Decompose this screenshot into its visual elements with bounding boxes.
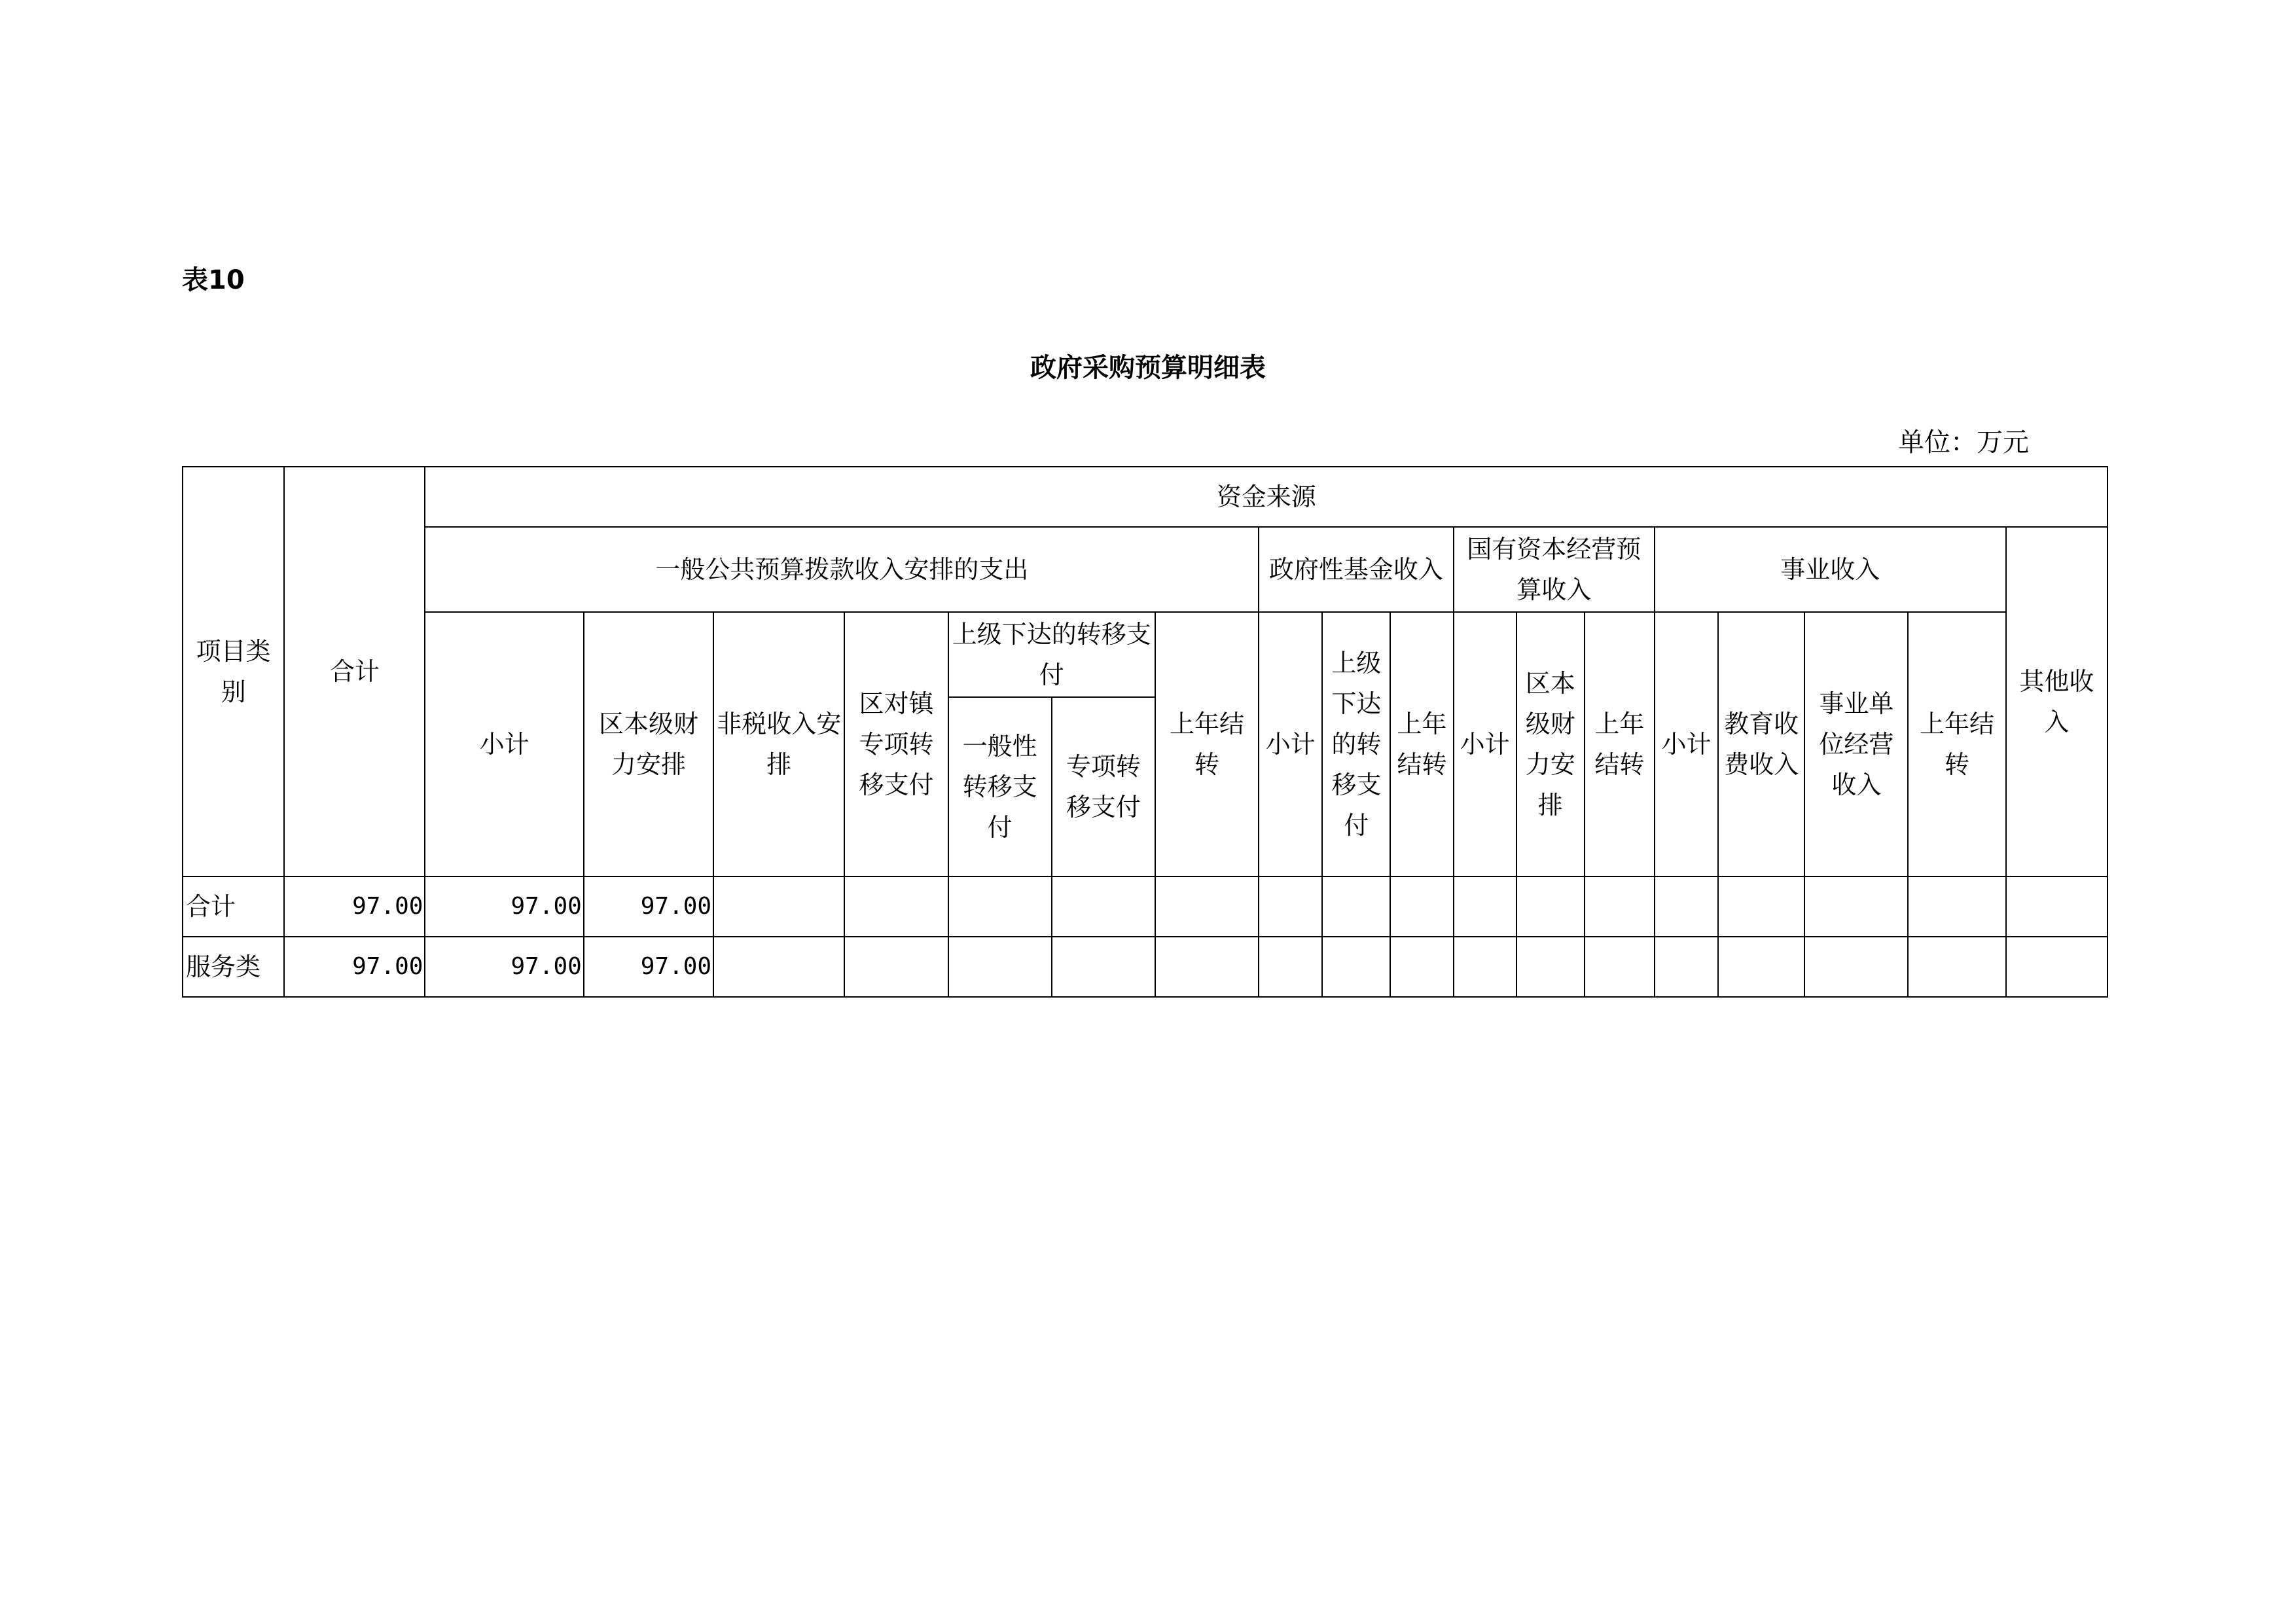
header-general-public-budget: 一般公共预算拨款收入安排的支出: [425, 527, 1259, 612]
row-category: 服务类: [183, 937, 284, 997]
row-total: 97.00: [284, 876, 425, 937]
header-gp-town-transfer: 区对镇专项转移支付: [844, 612, 948, 876]
header-bi-subtotal: 小计: [1655, 612, 1718, 876]
header-gp-nontax: 非税收入安排: [713, 612, 844, 876]
header-bi-unit-operations: 事业单位经营收入: [1804, 612, 1908, 876]
header-gf-subtotal: 小计: [1259, 612, 1322, 876]
row-gp-subtotal: 97.00: [425, 937, 583, 997]
header-total: 合计: [284, 467, 425, 876]
header-gp-upper-transfer: 上级下达的转移支付: [948, 612, 1155, 697]
header-gf-upper-transfer: 上级下达的转移支付: [1322, 612, 1390, 876]
row-gp-district: 97.00: [584, 937, 713, 997]
header-gov-fund: 政府性基金收入: [1259, 527, 1453, 612]
header-bi-education-fees: 教育收费收入: [1718, 612, 1804, 876]
table-number: 表10: [182, 265, 245, 295]
header-gf-carryover: 上年结转: [1390, 612, 1453, 876]
header-gp-subtotal: 小计: [425, 612, 583, 876]
page-title: 政府采购预算明细表: [1030, 353, 1266, 383]
header-state-capital: 国有资本经营预算收入: [1454, 527, 1655, 612]
row-total: 97.00: [284, 937, 425, 997]
header-business-income: 事业收入: [1655, 527, 2006, 612]
header-bi-carryover: 上年结转: [1908, 612, 2005, 876]
header-item-category: 项目类别: [183, 467, 284, 876]
header-gp-district: 区本级财力安排: [584, 612, 713, 876]
unit-label: 单位：万元: [1898, 427, 2029, 458]
header-fund-source: 资金来源: [425, 467, 2108, 527]
header-gp-upper-special: 专项转移支付: [1052, 697, 1155, 876]
header-gp-upper-general: 一般性转移支付: [948, 697, 1052, 876]
row-gp-district: 97.00: [584, 876, 713, 937]
table-row: [183, 937, 2108, 997]
header-sc-subtotal: 小计: [1454, 612, 1516, 876]
header-sc-district: 区本级财力安排: [1516, 612, 1585, 876]
header-other-income: 其他收入: [2006, 527, 2108, 876]
table-row: [183, 876, 2108, 937]
header-sc-carryover: 上年结转: [1585, 612, 1655, 876]
procurement-budget-table: [182, 466, 2108, 998]
row-gp-subtotal: 97.00: [425, 876, 583, 937]
header-gp-carryover: 上年结转: [1155, 612, 1259, 876]
row-category: 合计: [183, 876, 284, 937]
